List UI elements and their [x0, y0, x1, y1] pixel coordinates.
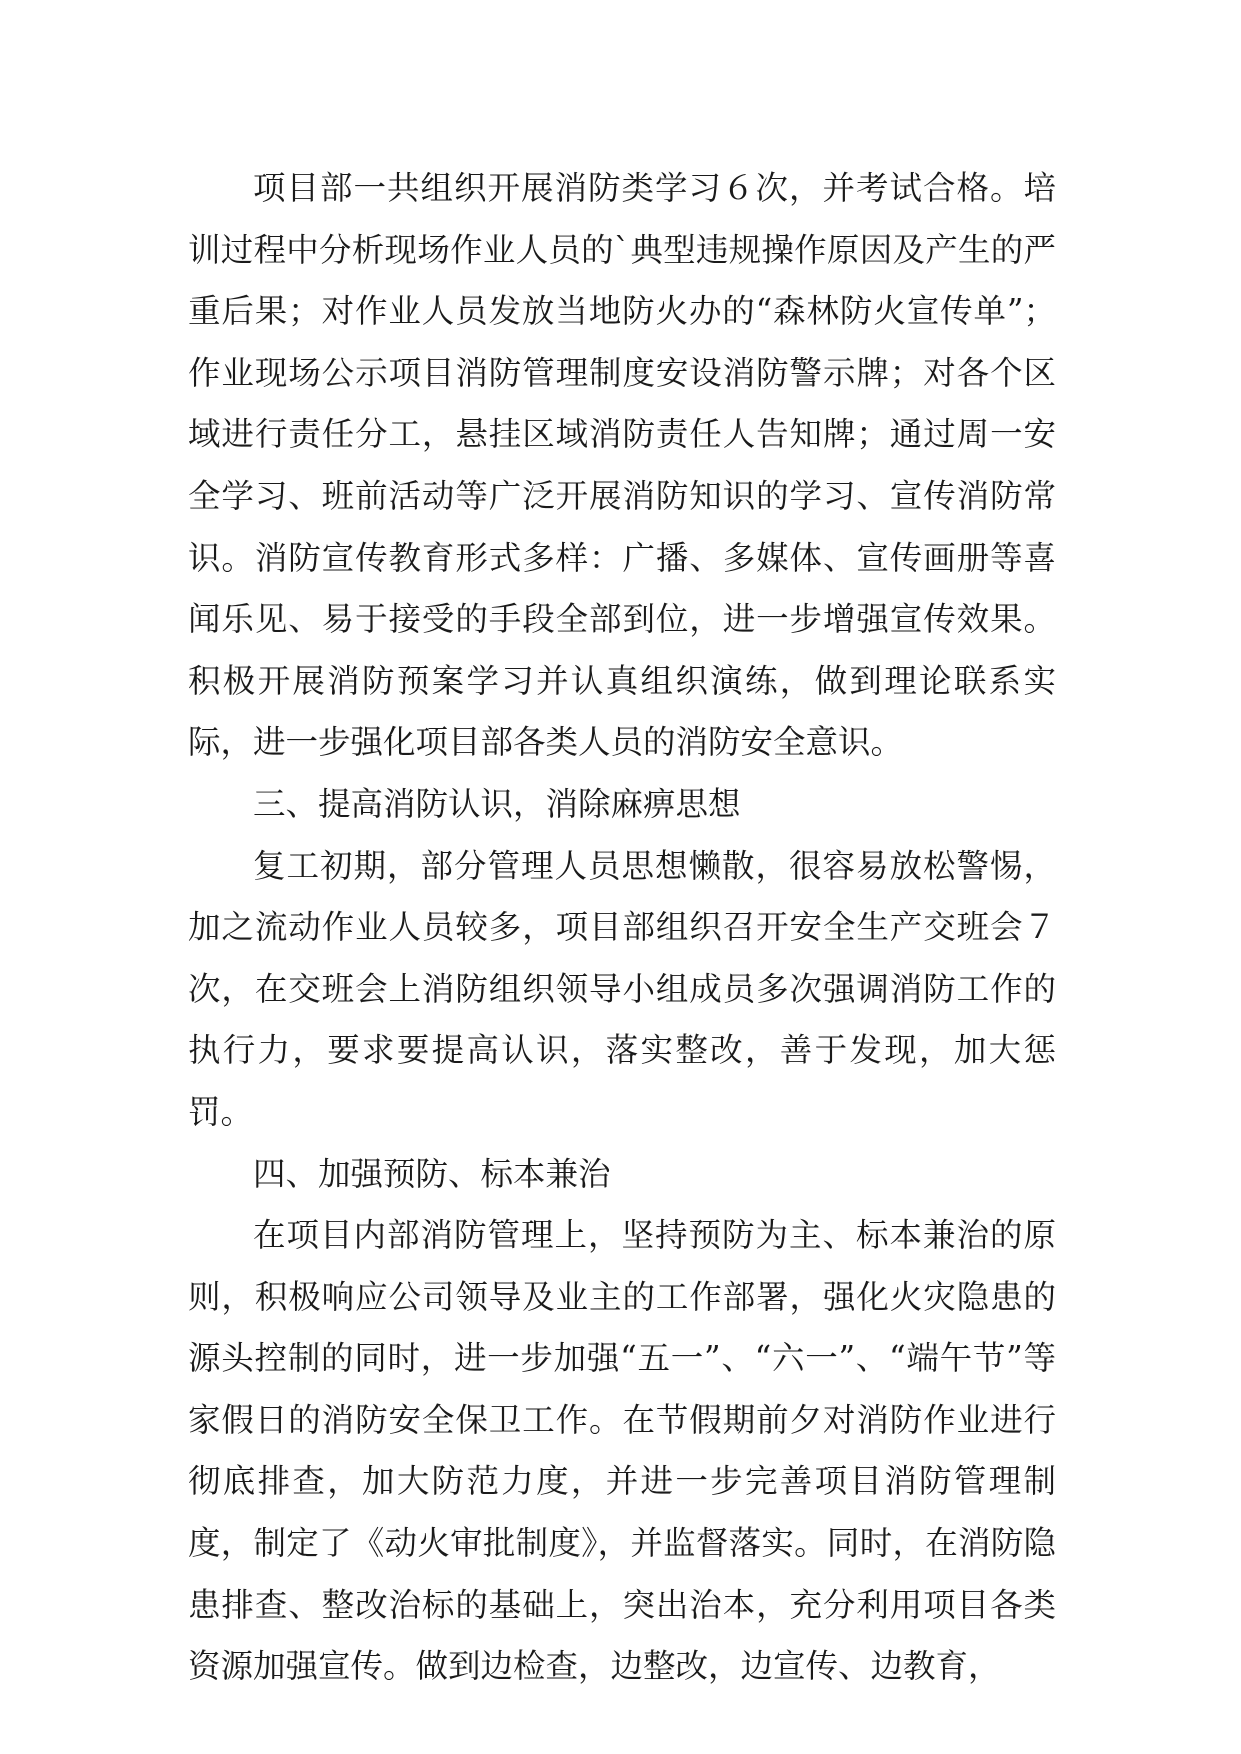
- paragraph-training: 项目部一共组织开展消防类学习６次，并考试合格。培训过程中分析现场作业人员的`典型违规操作原因及产生的严重后果；对作业人员发放当地防火办的“森林防火宣传单”；作业现场公示项目消防管理制度安设消防警示牌；对各个区域进行责任分工，悬挂区域消防责任人告知牌；通过周一安全学习、班前活动等广泛开展消防知识的学习、宣传消防常识。消防宣传教育形式多样：广播、多媒体、宣传画册等喜闻乐见、易于接受的手段全部到位，进一步增强宣传效果。积极开展消防预案学习并认真组织演练，做到理论联系实际，进一步强化项目部各类人员的消防安全意识。: [188, 169, 1056, 762]
- section-heading-awareness: 三、提高消防认识，消除麻痹思想: [253, 784, 741, 823]
- section-heading-prevention: 四、加强预防、标本兼治: [253, 1154, 611, 1193]
- document-body: [188, 158, 1056, 1698]
- paragraph-prevention: 在项目内部消防管理上，坚持预防为主、标本兼治的原则，积极响应公司领导及业主的工作部署，强化火灾隐患的源头控制的同时，进一步加强“五一”、“六一”、“端午节”等家假日的消防安全保卫工作。在节假期前夕对消防作业进行彻底排查，加大防范力度，并进一步完善项目消防管理制度，制定了《动火审批制度》，并监督落实。同时，在消防隐患排查、整改治标的基础上，突出治本，充分利用项目各类资源加强宣传。做到边检查，边整改，边宣传、边教育，: [188, 1216, 1056, 1686]
- paragraph-resumption: 复工初期，部分管理人员思想懒散，很容易放松警惕，加之流动作业人员较多，项目部组织召开安全生产交班会７次，在交班会上消防组织领导小组成员多次强调消防工作的执行力，要求要提高认识，落实整改，善于发现，加大惩罚。: [188, 846, 1056, 1131]
